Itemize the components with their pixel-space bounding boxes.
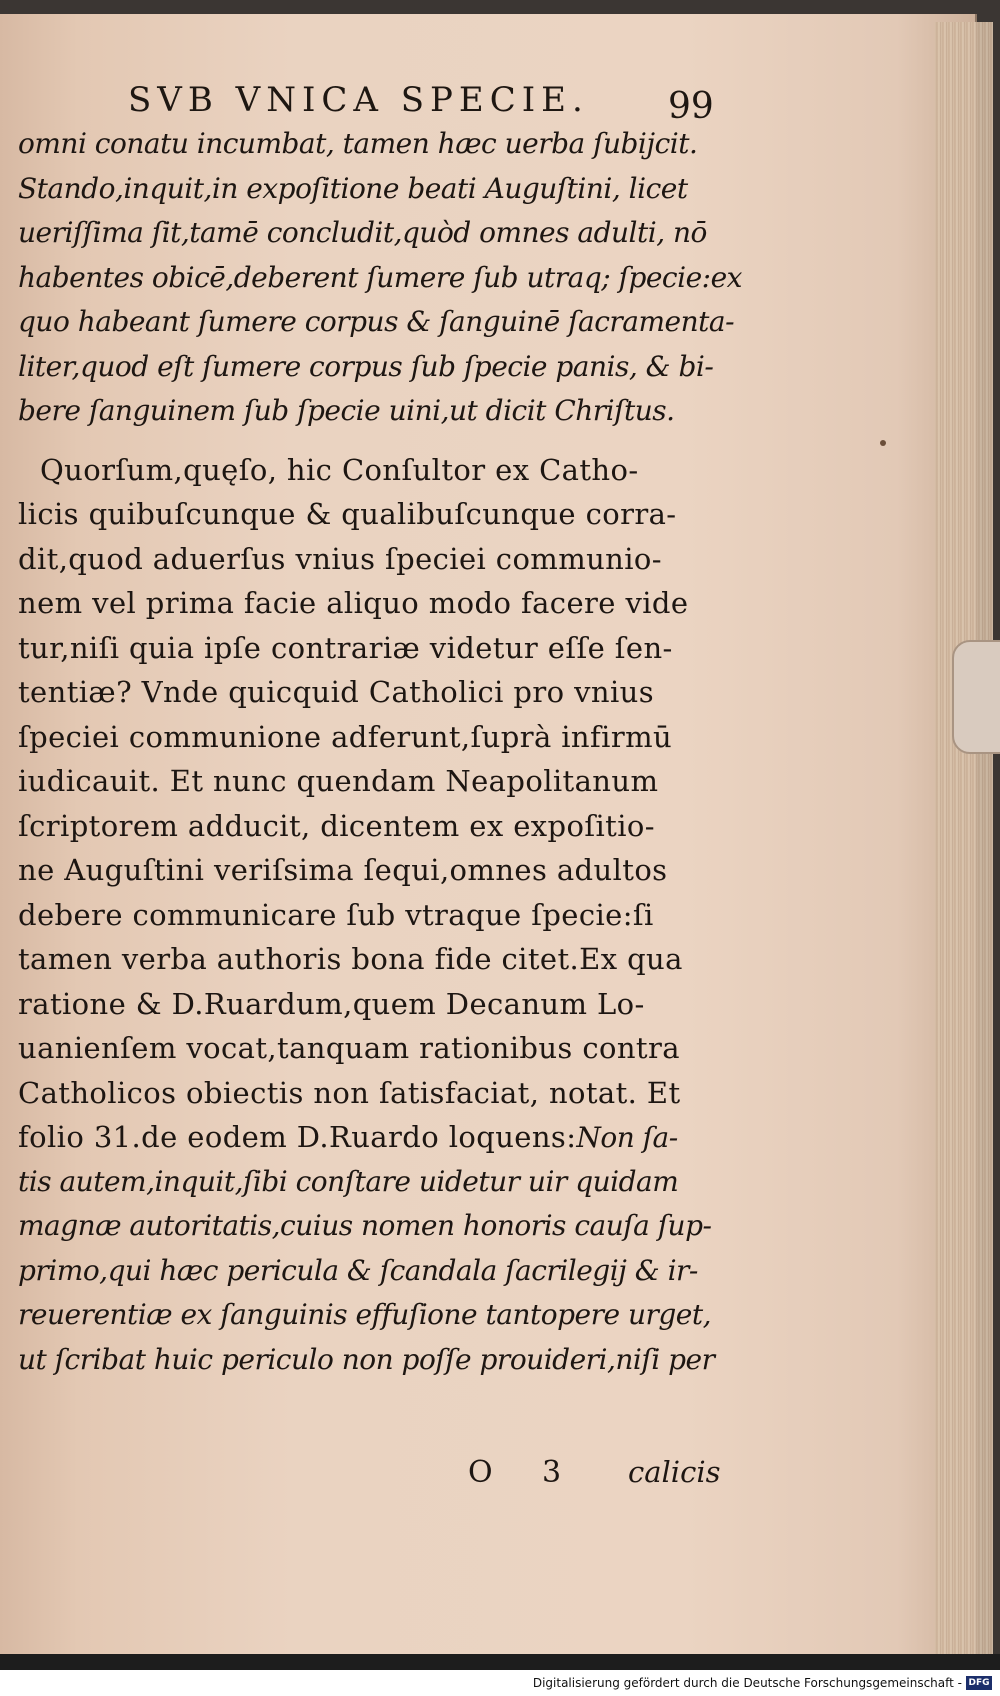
- text-line: quo habeant ſumere corpus & ſanguinē ſacramenta-: [18, 305, 735, 338]
- text-line: ratione & D.Ruardum,quem Decanum Lo-: [18, 986, 645, 1021]
- text-line: dit,quod aduerſus vnius ſpeciei communio-: [18, 541, 662, 576]
- ink-spot: [880, 440, 886, 446]
- book-clasp: [952, 640, 1000, 754]
- text-line: liter,quod eſt ſumere corpus ſub ſpecie panis, & bi-: [18, 349, 714, 383]
- text-line: ſcriptorem adducit, dicentem ex expoſitio-: [18, 808, 655, 843]
- text-line: debere communicare ſub vtraque ſpecie:ſi: [18, 897, 654, 932]
- signature-mark-number: 3: [542, 1455, 562, 1490]
- text-line: tis autem,inquit,ſibi conſtare uidetur uir quidam: [18, 1164, 679, 1198]
- text-line: Quorſum,quęſo, hic Conſultor ex Catho-: [40, 452, 639, 487]
- text-line: Catholicos obiectis non ſatisfaciat, notat. Et: [18, 1075, 681, 1110]
- text-line: primo,qui hæc pericula & ſcandala ſacrilegij & ir-: [18, 1253, 698, 1287]
- text-line: Stando,inquit,in expoſitione beati Auguſtini, licet: [18, 171, 688, 205]
- digitization-footer: [0, 1670, 1000, 1696]
- scan-bottom-bar: [0, 1654, 1000, 1670]
- text-line-mixed: [18, 1115, 738, 1160]
- text-line: habentes obicē,deberent ſumere ſub utraq; ſpecie:ex: [18, 260, 742, 294]
- text-line: bere ſanguinem ſub ſpecie uini,ut dicit Chriſtus.: [18, 394, 675, 427]
- text-line: tentiæ? Vnde quicquid Catholici pro vnius: [18, 675, 655, 709]
- text-line: tamen verba authoris bona fide citet.Ex qua: [18, 942, 683, 976]
- footer-credit: Digitalisierung gefördert durch die Deutsche Forschungsgemeinschaft -: [532, 1676, 962, 1690]
- text-line: iudicauit. Et nunc quendam Neapolitanum: [18, 764, 659, 798]
- text-line: uanienſem vocat,tanquam rationibus contra: [18, 1031, 680, 1065]
- text-line: ueriſſima ſit,tamē concludit,quòd omnes adulti, nō: [18, 216, 707, 249]
- text-line: omni conatu incumbat, tamen hæc uerba ſubijcit.: [18, 127, 698, 160]
- text-line: reuerentiæ ex ſanguinis effuſione tantopere urget,: [18, 1298, 712, 1331]
- signature-mark-letter: O: [468, 1455, 493, 1490]
- text-line: magnæ autoritatis,cuius nomen honoris cauſa ſup-: [18, 1209, 712, 1242]
- italic-part: Non ſa-: [576, 1121, 678, 1154]
- text-line: ne Auguſtini veriſsima ſequi,omnes adultos: [18, 853, 668, 887]
- page-edges: [935, 22, 993, 1654]
- roman-part: folio 31.de eodem D.Ruardo loquens:: [18, 1120, 577, 1154]
- text-line: ſpeciei communione adferunt,ſuprà infirmū: [18, 719, 673, 754]
- dfg-logo: DFG: [966, 1676, 992, 1690]
- text-line: tur,niſi quia ipſe contrariæ videtur eſſe ſen-: [18, 630, 673, 665]
- text-line: licis quibuſcunque & qualibuſcunque corra-: [18, 497, 677, 531]
- text-line: nem vel prima facie aliquo modo facere vide: [18, 586, 689, 620]
- text-line: ut ſcribat huic periculo non poſſe prouideri,niſi per: [18, 1342, 715, 1376]
- running-head: SVB VNICA SPECIE.: [128, 80, 589, 120]
- catchword: calicis: [628, 1455, 721, 1489]
- page-number: 99: [668, 86, 714, 127]
- text-block: [18, 122, 742, 1382]
